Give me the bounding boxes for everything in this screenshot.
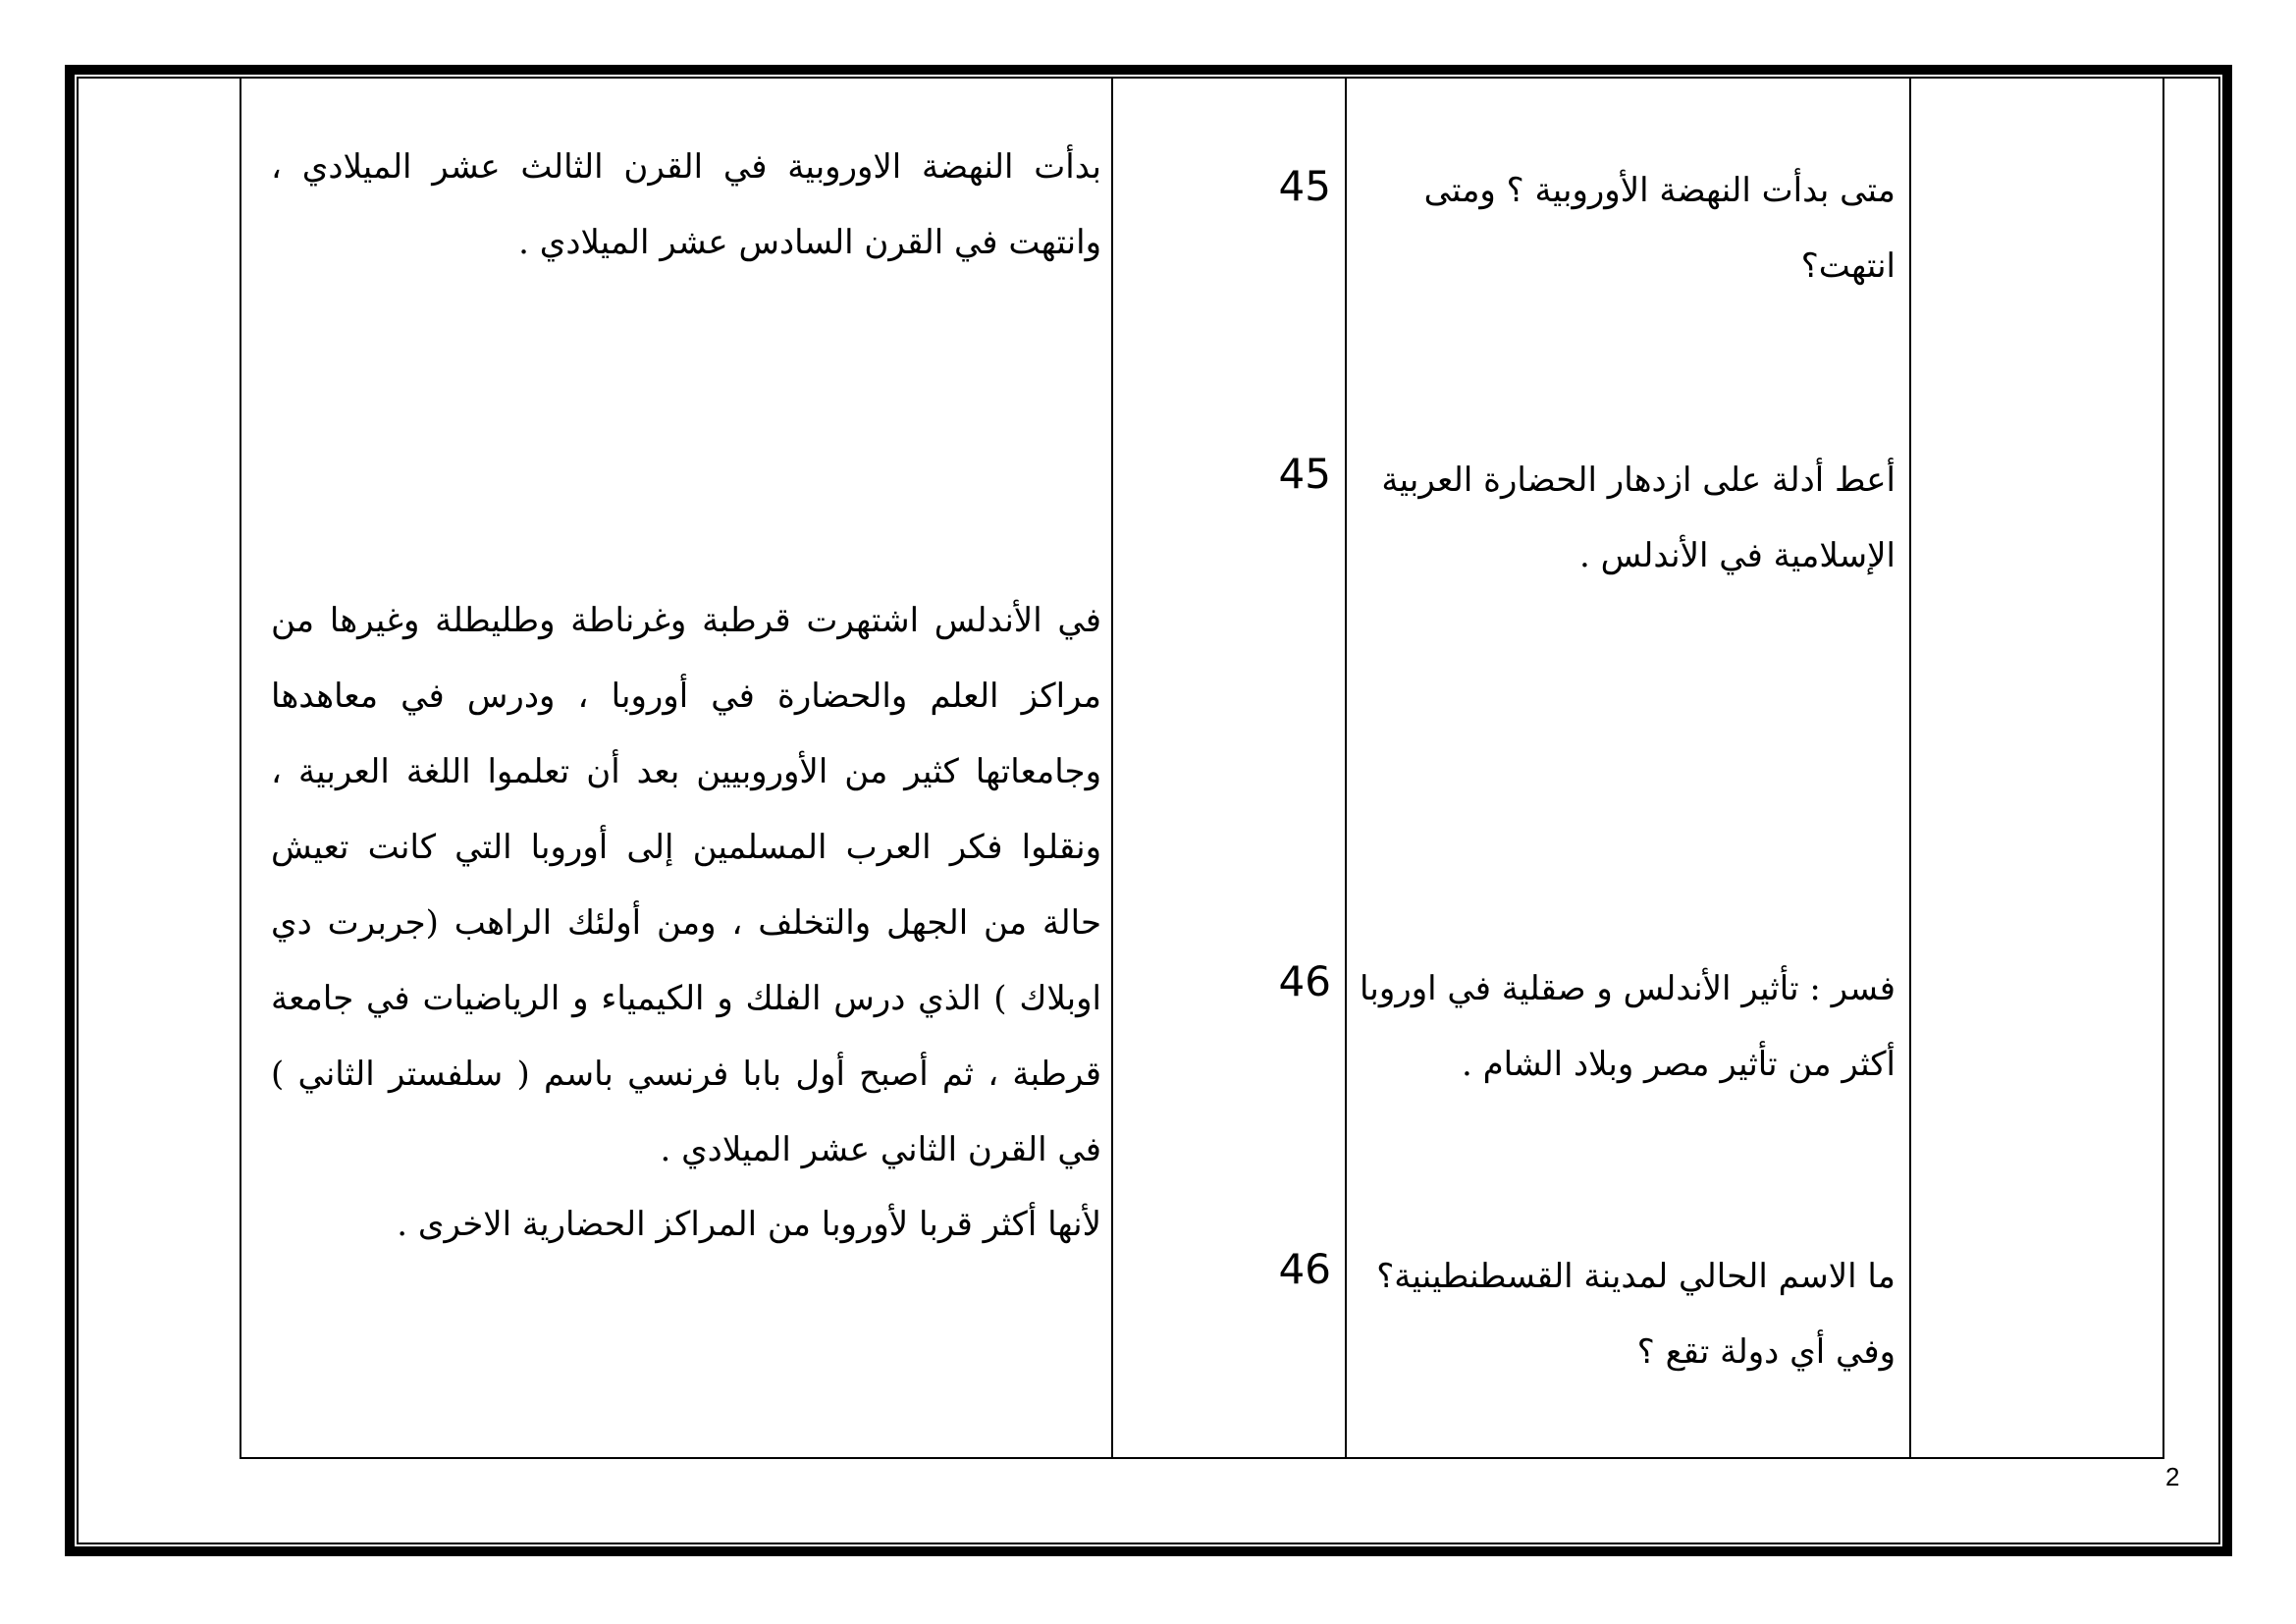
question-4: ما الاسم الحالي لمدينة القسطنطينية؟ وفي أي دولة تقع ؟ [1376, 1257, 1896, 1372]
answer-3: لأنها أكثر قربا لأوروبا من المراكز الحضارية الاخرى . [397, 1205, 1101, 1244]
table-row [240, 77, 2163, 1458]
page-number-3: 46 [1278, 957, 1331, 1005]
question-2: أعط أدلة على ازدهار الحضارة العربية الإسلامية في الأندلس . [1381, 460, 1896, 575]
page-number-4: 46 [1278, 1245, 1331, 1293]
question-1: متى بدأت النهضة الأوروبية ؟ ومتى انتهت؟ [1423, 171, 1896, 286]
questions-column [1346, 77, 1910, 1458]
page-number-1: 45 [1278, 162, 1331, 210]
answers-column [240, 77, 1112, 1458]
page-number-2: 45 [1278, 450, 1331, 498]
page-numbers-column [1112, 77, 1346, 1458]
page-footer-number: 2 [2165, 1462, 2180, 1491]
answer-1: بدأت النهضة الاوروبية في القرن الثالث عشر الميلادي ، وانتهت في القرن السادس عشر الميلادي . [271, 147, 1101, 262]
qa-table [240, 77, 2164, 1459]
empty-column [1910, 77, 2163, 1458]
answer-2: في الأندلس اشتهرت قرطبة وغرناطة وطليطلة وغيرها من مراكز العلم والحضارة في أوروبا ، ودرس في معاهدها وجامعاتها كثير من الأوروبيين بعد أن تعلموا اللغة العربية ، ونقلوا فكر العرب المسلمين إلى أوروبا التي كانت تعيش حالة من الجهل والتخلف ، ومن أولئك الراهب (جربرت دي اوبلاك ) الذي درس الفلك و الكيمياء و الرياضيات في جامعة قرطبة ، ثم أصبح أول بابا فرنسي باسم ( سلفستر الثاني ) في القرن الثاني عشر الميلادي . [271, 601, 1101, 1169]
question-3: فسر : تأثير الأندلس و صقلية في اوروبا أكثر من تأثير مصر وبلاد الشام . [1360, 969, 1896, 1084]
